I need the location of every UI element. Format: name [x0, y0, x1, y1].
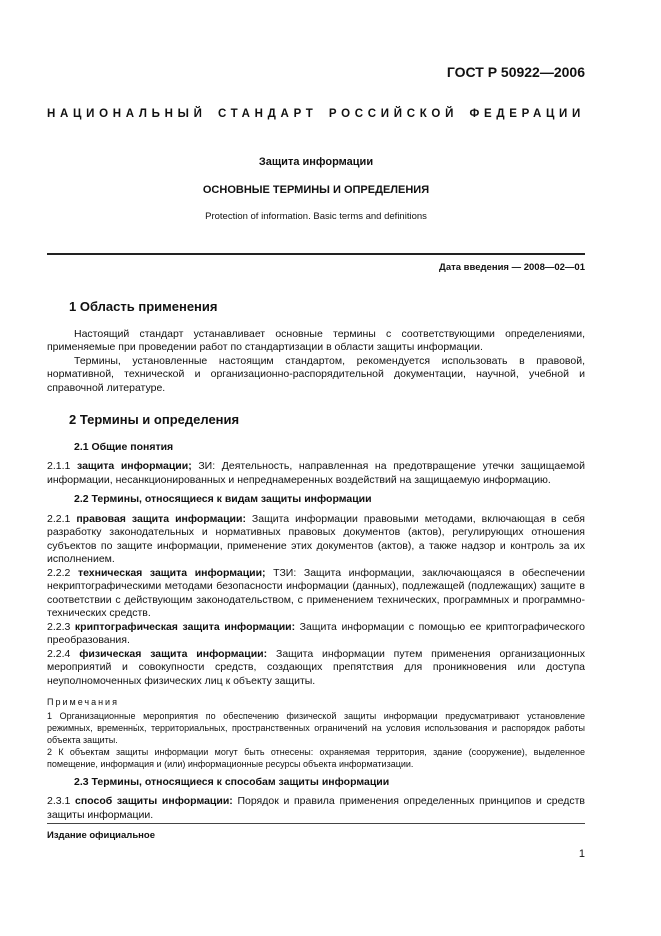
- term-number: 2.1.1: [47, 460, 71, 472]
- term-name: криптографическая защита информации:: [74, 620, 296, 633]
- term-entry: [47, 567, 585, 621]
- header-divider: [47, 253, 585, 255]
- introduction-date: Дата введения — 2008—02—01: [439, 262, 585, 273]
- term-name: способ защиты информации:: [75, 795, 233, 807]
- term-entry: [47, 513, 585, 567]
- term-definition: Защита информации с помощью ее криптографического преобразования.: [47, 620, 585, 646]
- subsection-heading: 2.2 Термины, относящиеся к видам защиты информации: [74, 493, 372, 505]
- term-number: 2.3.1: [47, 795, 71, 807]
- term-definition: Защита информации правовыми методами, включающая в себя разработку законодательных и нормативных правовых документов (актов), регулирующих отношения субъектов по защите информации, применение этих документов (актов), а также надзор и контроль за их исполнением.: [47, 512, 585, 565]
- term-entry: [47, 648, 585, 689]
- document-title: ОСНОВНЫЕ ТЕРМИНЫ И ОПРЕДЕЛЕНИЯ: [202, 184, 430, 196]
- term-name: правовая защита информации:: [76, 512, 246, 525]
- notes-heading: Примечания: [47, 697, 119, 707]
- subsection-heading: 2.3 Термины, относящиеся к способам защиты информации: [74, 775, 390, 788]
- national-word: ФЕДЕРАЦИИ: [469, 108, 585, 120]
- national-standard-banner: [47, 108, 585, 120]
- section-heading: 2 Термины и определения: [69, 412, 240, 427]
- term-definition: ЗИ: Деятельность, направленная на предотвращение утечки защищаемой информации, несанкционированных и непреднамеренных воздействий на защищаемую информацию.: [47, 460, 586, 486]
- term-number: 2.2.4: [47, 647, 71, 660]
- term-entry: [47, 795, 585, 822]
- term-name: техническая защита информации;: [77, 566, 266, 579]
- term-entry: [47, 460, 585, 487]
- footer-divider: [47, 823, 585, 824]
- title-block: [47, 156, 585, 222]
- term-number: 2.2.1: [47, 512, 71, 525]
- term-name: защита информации;: [76, 460, 192, 472]
- national-word: НАЦИОНАЛЬНЫЙ: [47, 108, 207, 120]
- section-heading: 1 Область применения: [69, 299, 218, 314]
- note: 1 Организационные мероприятия по обеспечению физической защиты информации предусматривают установление режимных, временны́х, территориальных, пространственных ограничений на условия использования и распорядок работы объекта защиты.: [47, 710, 585, 745]
- term-entry: [47, 621, 585, 648]
- document-body: [47, 300, 585, 822]
- official-edition-label: Издание официальное: [47, 830, 155, 841]
- national-word: СТАНДАРТ: [217, 108, 318, 120]
- english-title: Protection of information. Basic terms and definitions: [205, 211, 427, 222]
- document-subtitle: Защита информации: [258, 156, 374, 168]
- term-number: 2.2.3: [47, 620, 71, 633]
- subsection-heading: 2.1 Общие понятия: [74, 440, 174, 453]
- paragraph: Настоящий стандарт устанавливает основные термины с соответствующими определениями, применяемые при проведении работ по стандартизации в области защиты информации.: [47, 327, 585, 353]
- term-definition: Порядок и правила применения определенных принципов и средств защиты информации.: [47, 795, 585, 821]
- term-definition: Защита информации путем применения организационных мероприятий и совокупности средств, создающих препятствия для проникновения или доступа неуполномоченных физических лиц к объекту защиты.: [47, 647, 585, 687]
- note: 2 К объектам защиты информации могут быть отнесены: охраняемая территория, здание (сооружение), выделенное помещение, информация и (или) информационные ресурсы объекта информатизации.: [47, 746, 585, 769]
- term-definition: ТЗИ: Защита информации, заключающаяся в обеспечении некриптографическими методами безопасности информации (данных), подлежащей (подлежащих) защите в соответствии с действующим законодательством, с применением технических, программных и программно-технических средств.: [47, 566, 585, 619]
- paragraph: Термины, установленные настоящим стандартом, рекомендуется использовать в правовой, нормативной, технической и организационно-распорядительной документации, научной, учебной и справочной литературе.: [47, 354, 585, 394]
- gost-number: ГОСТ Р 50922—2006: [446, 64, 585, 80]
- term-number: 2.2.2: [47, 566, 71, 579]
- national-word: РОССИЙСКОЙ: [328, 108, 459, 120]
- term-name: физическая защита информации:: [79, 647, 268, 660]
- page-number: 1: [578, 848, 585, 860]
